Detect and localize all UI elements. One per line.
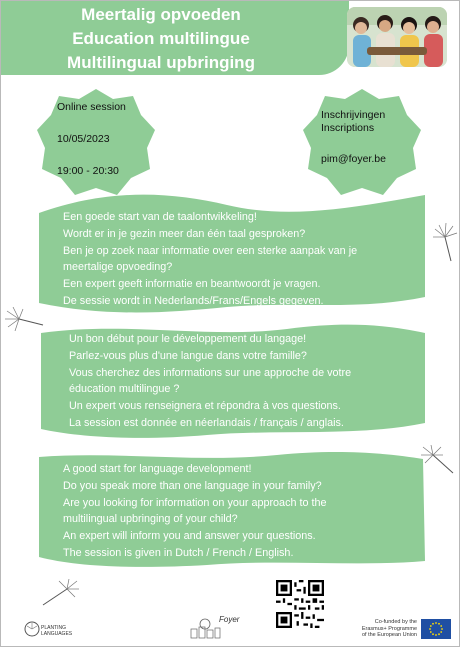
qr-code[interactable] bbox=[276, 580, 324, 628]
registration-badge bbox=[303, 89, 421, 195]
eu-flag-icon bbox=[421, 619, 451, 639]
french-line: éducation multilingue ? bbox=[69, 383, 180, 396]
english-line: The session is given in Dutch / French / English. bbox=[63, 546, 294, 559]
dutch-line: Een goede start van de taalontwikkeling! bbox=[63, 211, 257, 223]
english-line: multilingual upbringing of your child? bbox=[63, 513, 238, 526]
title-french: Education multilingue bbox=[72, 29, 250, 48]
french-line: Un bon début pour le développement du langage! bbox=[69, 333, 307, 345]
dutch-line: Ben je op zoek naar informatie over een sterke aanpak van je bbox=[63, 244, 358, 257]
dutch-line: Een expert geeft informatie en beantwoordt je vragen. bbox=[63, 278, 321, 291]
eu-line: Co-funded by the bbox=[374, 619, 417, 625]
french-line: Un expert vous renseignera et répondra à vos questions. bbox=[69, 400, 341, 413]
foyer-logo bbox=[189, 615, 241, 641]
session-label: Online session bbox=[57, 101, 126, 113]
foyer-logo-text: Foyer bbox=[219, 615, 240, 624]
children-photo bbox=[347, 7, 447, 67]
french-lines bbox=[69, 331, 351, 432]
header-banner bbox=[1, 1, 349, 75]
eu-line: of the European Union bbox=[361, 632, 417, 638]
english-line: An expert will inform you and answer your questions. bbox=[63, 530, 316, 543]
dandelion-icon bbox=[5, 307, 45, 331]
title-dutch: Meertalig opvoeden bbox=[81, 5, 241, 24]
dutch-text-block bbox=[37, 189, 427, 317]
planting-languages-logo bbox=[21, 619, 73, 643]
english-line: A good start for language development! bbox=[63, 463, 252, 475]
dutch-lines bbox=[63, 209, 357, 310]
session-badge bbox=[37, 89, 155, 195]
eu-line: Erasmus+ Programme bbox=[361, 625, 417, 632]
french-line: La session est donnée en néerlandais / français / anglais. bbox=[69, 416, 344, 429]
registration-email[interactable]: pim@foyer.be bbox=[321, 153, 386, 165]
dutch-line: meertalige opvoeding? bbox=[63, 261, 173, 274]
french-line: Parlez-vous plus d'une langue dans votre famille? bbox=[69, 349, 307, 362]
registration-label-nl: Inschrijvingen bbox=[321, 109, 386, 121]
dandelion-icon bbox=[39, 579, 79, 607]
eu-funding-text bbox=[353, 619, 417, 639]
french-line: Vous cherchez des informations sur une approche de votre bbox=[69, 366, 352, 379]
english-text-block bbox=[37, 449, 427, 569]
english-lines bbox=[63, 461, 326, 562]
dutch-line: Wordt er in je gezin meer dan één taal gesproken? bbox=[63, 227, 306, 240]
registration-label-fr: Inscriptions bbox=[321, 122, 375, 134]
title-english: Multilingual upbringing bbox=[67, 53, 255, 72]
dandelion-icon bbox=[421, 445, 455, 475]
session-time: 19:00 - 20:30 bbox=[57, 165, 119, 177]
dutch-line: De sessie wordt in Nederlands/Frans/Engels gegeven. bbox=[63, 294, 324, 307]
planting-logo-text: PLANTING LANGUAGES bbox=[41, 625, 73, 637]
english-line: Do you speak more than one language in your family? bbox=[63, 479, 322, 492]
english-line: Are you looking for information on your approach to the bbox=[63, 496, 327, 509]
session-date: 10/05/2023 bbox=[57, 133, 110, 145]
dandelion-icon bbox=[433, 223, 459, 263]
french-text-block bbox=[37, 319, 427, 441]
